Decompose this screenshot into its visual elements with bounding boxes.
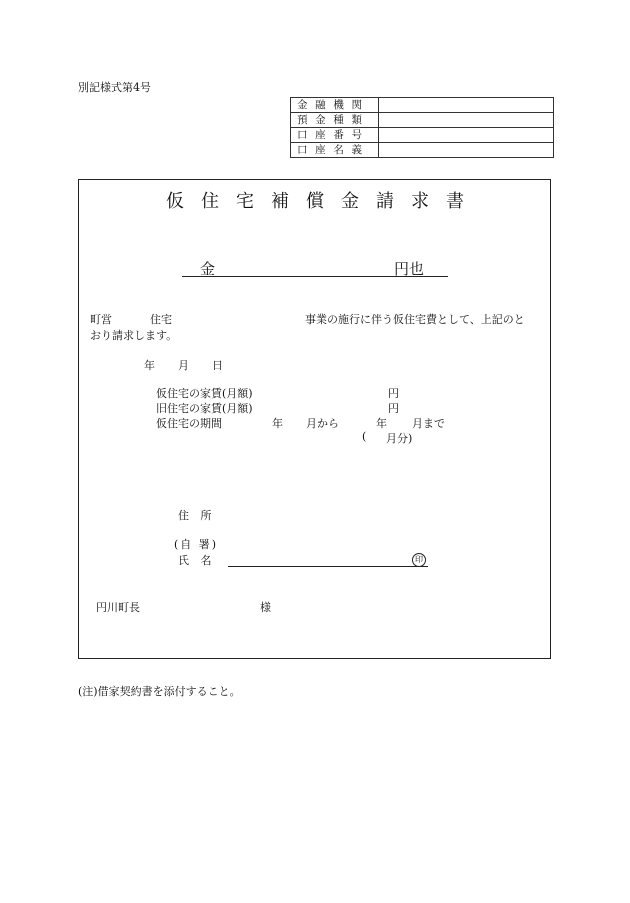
attachment-note: (注)借家契約書を添付すること。 (78, 685, 241, 698)
bank-account-table (290, 97, 554, 158)
account-number-label: 口座番号 (291, 128, 379, 143)
period-to-month: 月まで (412, 417, 445, 430)
temp-rent-unit: 円 (388, 387, 399, 400)
seal-icon: 印 (412, 553, 426, 567)
deposit-type-value[interactable] (379, 113, 554, 128)
amount-suffix: 円也 (394, 260, 425, 278)
period-label: 仮住宅の期間 (156, 417, 222, 430)
period-from-month: 月から (306, 417, 339, 430)
form-number: 別記様式第4号 (78, 81, 151, 94)
addressee: 円川町長 (96, 601, 140, 614)
period-to-year: 年 (376, 417, 387, 430)
date-month: 月 (178, 359, 189, 372)
amount-underline (182, 276, 448, 277)
signature-line[interactable] (228, 566, 428, 567)
table-row (291, 128, 554, 143)
temp-rent-label: 仮住宅の家賃(月額) (156, 387, 253, 400)
period-from-year: 年 (272, 417, 283, 430)
amount-prefix: 金 (200, 260, 216, 278)
table-row (291, 113, 554, 128)
table-row (291, 143, 554, 158)
body-housing: 住宅 (150, 313, 172, 326)
body-town: 町営 (90, 313, 112, 326)
period-months-open: ( (362, 430, 367, 443)
table-row (291, 98, 554, 113)
address-label: 住 所 (178, 509, 216, 522)
account-holder-label: 口座名義 (291, 143, 379, 158)
form-title: 仮住宅補償金請求書 (166, 191, 481, 212)
account-holder-value[interactable] (379, 143, 554, 158)
bank-name-label: 金融機関 (291, 98, 379, 113)
date-day: 日 (212, 359, 223, 372)
date-year: 年 (144, 359, 155, 372)
addressee-honorific: 様 (260, 601, 271, 614)
body-request-text: おり請求します。 (90, 329, 178, 342)
self-sign-note: (自 署) (174, 538, 219, 551)
old-rent-unit: 円 (388, 402, 399, 415)
deposit-type-label: 預金種類 (291, 113, 379, 128)
old-rent-label: 旧住宅の家賃(月額) (156, 402, 253, 415)
name-label: 氏 名 (178, 554, 216, 567)
account-number-value[interactable] (379, 128, 554, 143)
body-project-text: 事業の施行に伴う仮住宅費として、上記のと (305, 313, 525, 326)
bank-name-value[interactable] (379, 98, 554, 113)
period-months: 月分) (386, 432, 413, 445)
